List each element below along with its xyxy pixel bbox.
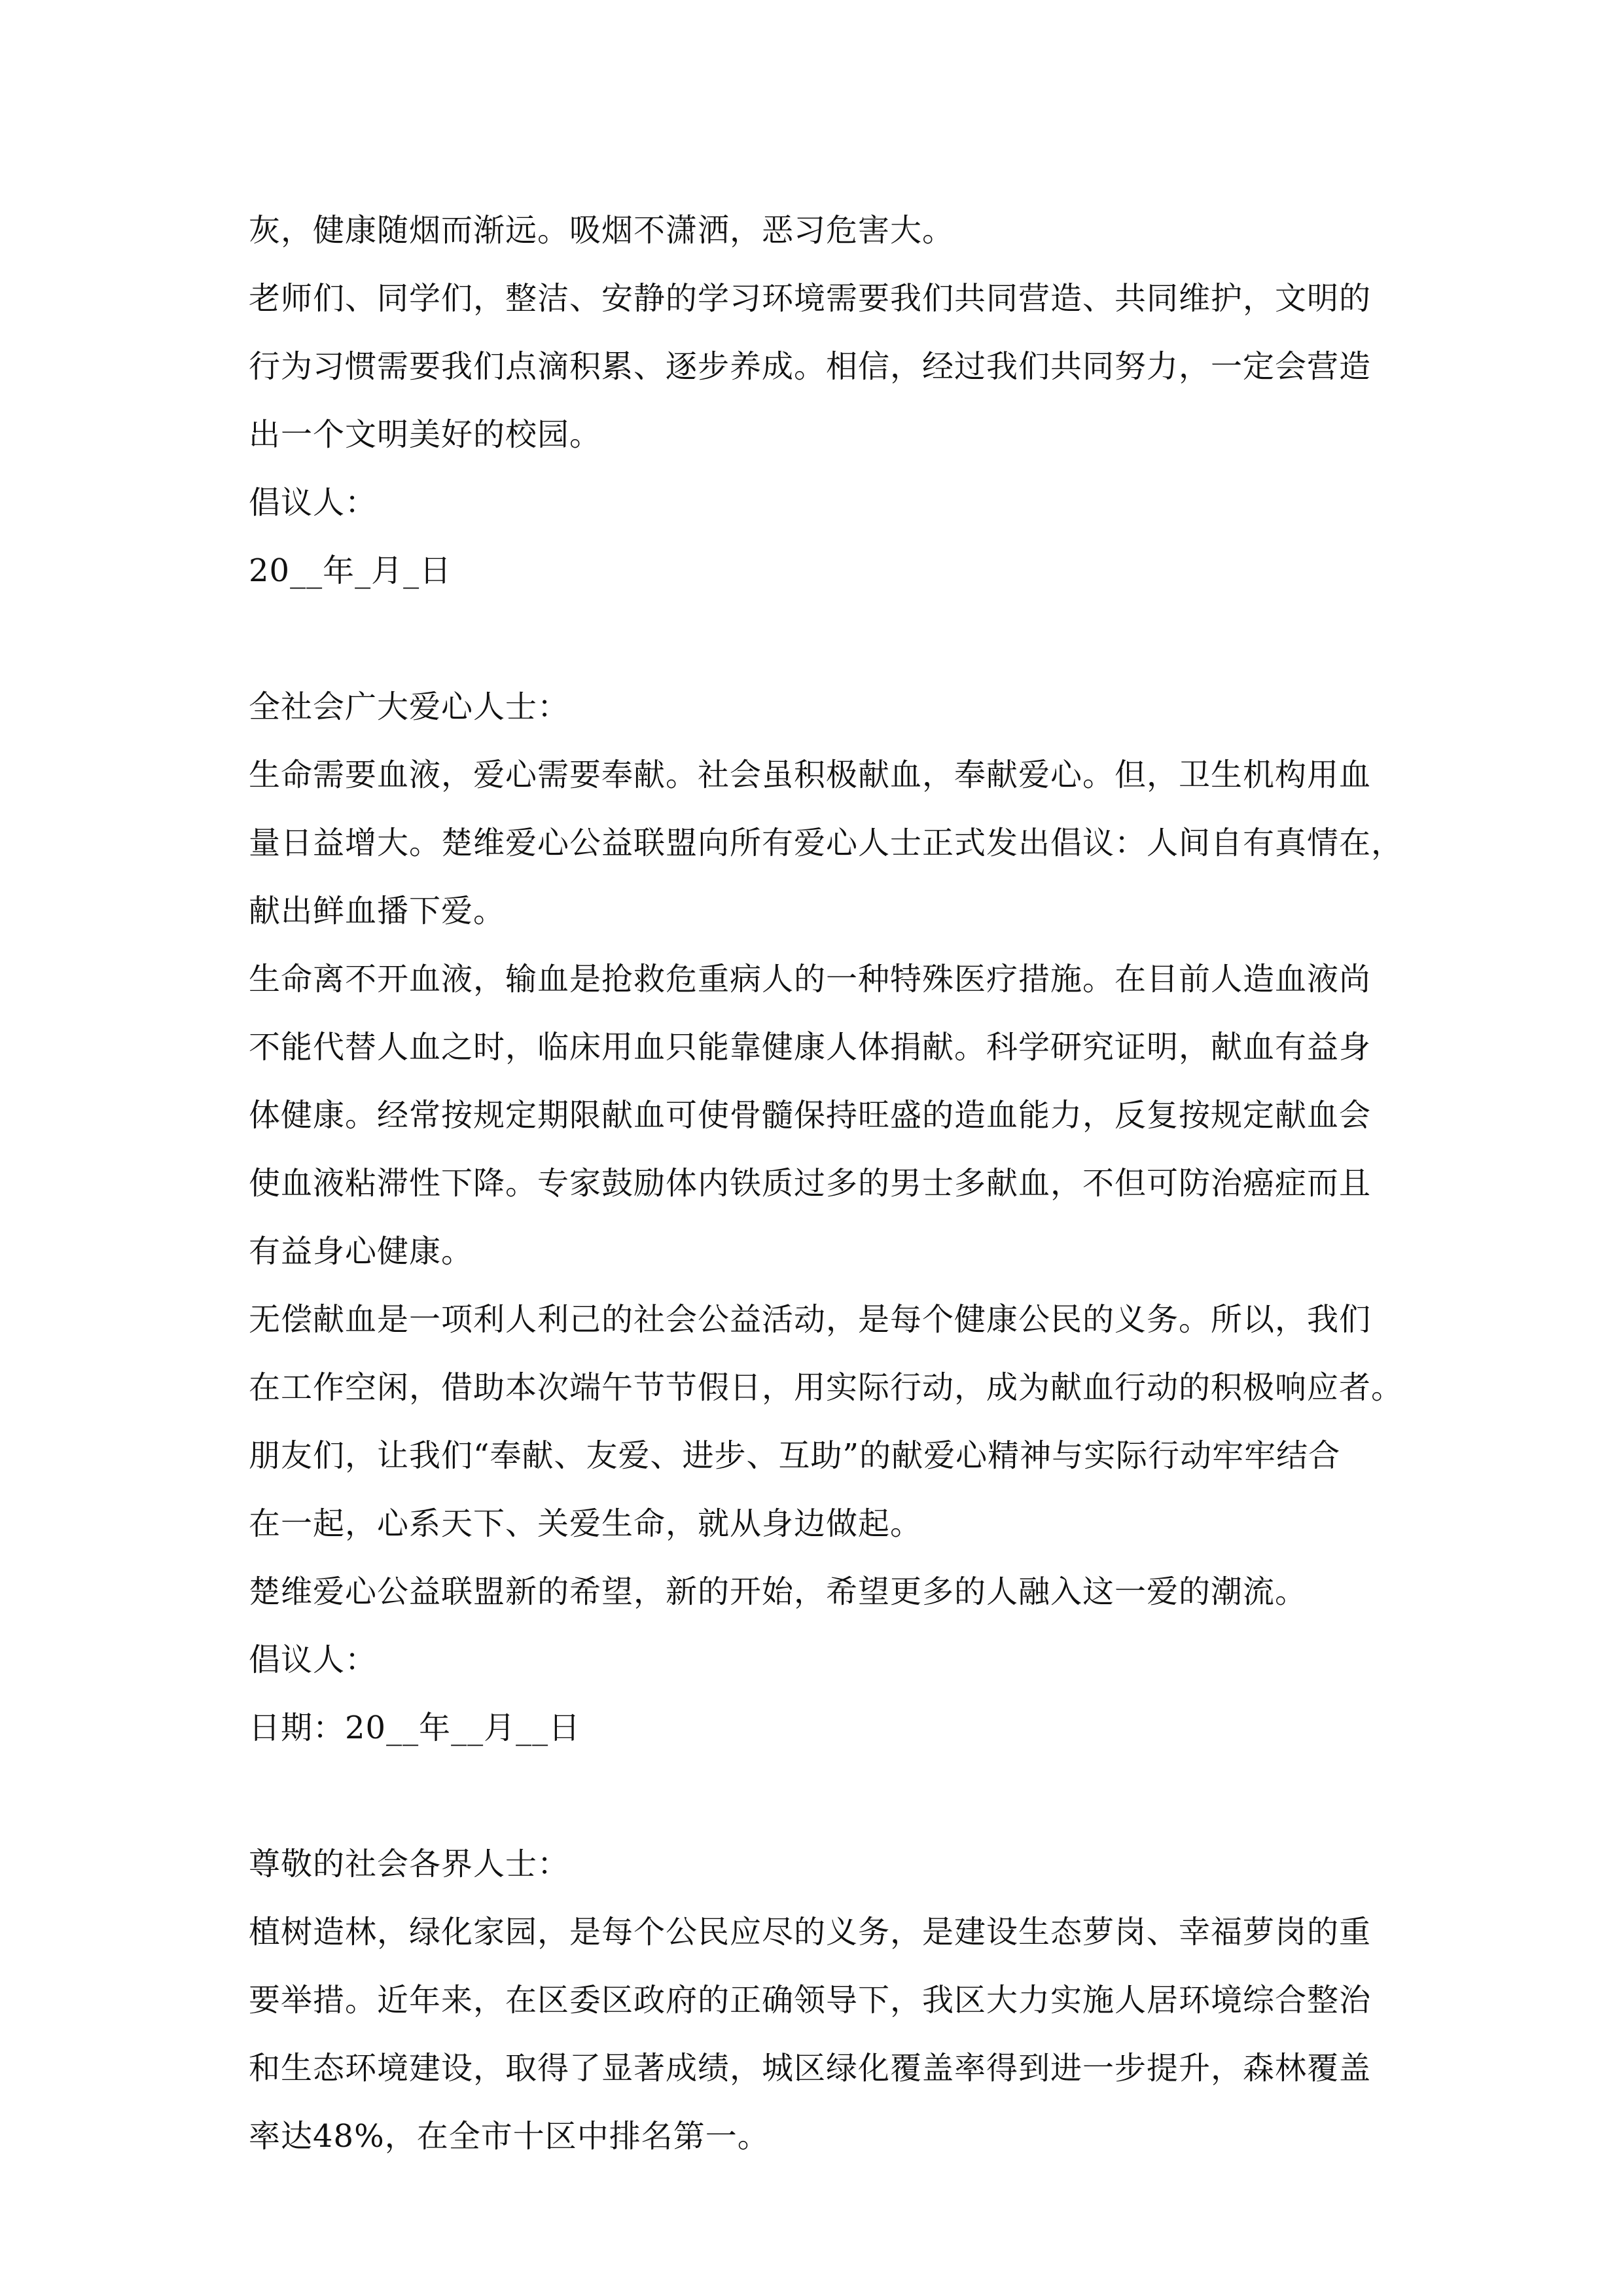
paragraph-line: 要举措。近年来，在区委区政府的正确领导下，我区大力实施人居环境综合整治 — [249, 1982, 1372, 2018]
paragraph-line: 生命离不开血液，输血是抢救危重病人的一种特殊医疗措施。在目前人造血液尚 — [249, 961, 1372, 997]
paragraph-line: 无偿献血是一项利人利己的社会公益活动，是每个健康公民的义务。所以，我们 — [249, 1301, 1372, 1338]
paragraph-line: 植树造林，绿化家园，是每个公民应尽的义务，是建设生态萝岗、幸福萝岗的重 — [249, 1914, 1372, 1950]
signature-label: 倡议人： — [249, 1641, 378, 1678]
paragraph-line: 楚维爱心公益联盟新的希望，新的开始，希望更多的人融入这一爱的潮流。 — [249, 1573, 1308, 1610]
section-gap — [249, 605, 1387, 673]
signature-label: 倡议人： — [249, 484, 378, 521]
date-line: 20__年_月_日 — [249, 552, 452, 589]
paragraph-line: 献出鲜血播下爱。 — [249, 893, 506, 929]
section-blood-donation — [249, 673, 1404, 1762]
paragraph-line: 灰，健康随烟而渐远。吸烟不潇洒，恶习危害大。 — [249, 212, 955, 249]
paragraph-line: 出一个文明美好的校园。 — [249, 416, 602, 453]
paragraph-line: 在工作空闲，借助本次端午节节假日，用实际行动，成为献血行动的积极响应者。 — [249, 1369, 1404, 1406]
salutation: 全社会广大爱心人士： — [249, 689, 570, 725]
document-page — [249, 196, 1404, 2170]
paragraph-line: 老师们、同学们，整洁、安静的学习环境需要我们共同营造、共同维护，文明的 — [249, 280, 1372, 317]
section-smoking-campaign — [249, 196, 1387, 605]
paragraph-line: 朋友们，让我们“奉献、友爱、进步、互助”的献爱心精神与实际行动牢牢结合 — [249, 1437, 1341, 1474]
section-tree-planting — [249, 1830, 1387, 2170]
paragraph-line: 不能代替人血之时，临床用血只能靠健康人体捐献。科学研究证明，献血有益身 — [249, 1029, 1372, 1066]
section-gap — [249, 1762, 1387, 1830]
paragraph-line: 在一起，心系天下、关爱生命，就从身边做起。 — [249, 1505, 923, 1542]
paragraph-line: 使血液粘滞性下降。专家鼓励体内铁质过多的男士多献血，不但可防治癌症而且 — [249, 1165, 1372, 1202]
paragraph-line: 行为习惯需要我们点滴积累、逐步养成。相信，经过我们共同努力，一定会营造 — [249, 348, 1372, 385]
paragraph-line: 率达48%，在全市十区中排名第一。 — [249, 2118, 770, 2155]
paragraph-line: 生命需要血液，爱心需要奉献。社会虽积极献血，奉献爱心。但，卫生机构用血 — [249, 757, 1372, 793]
paragraph-line: 量日益增大。楚维爱心公益联盟向所有爱心人士正式发出倡议：人间自有真情在， — [249, 825, 1404, 861]
paragraph-line: 和生态环境建设，取得了显著成绩，城区绿化覆盖率得到进一步提升，森林覆盖 — [249, 2050, 1372, 2087]
salutation: 尊敬的社会各界人士： — [249, 1846, 570, 1882]
paragraph-line: 有益身心健康。 — [249, 1233, 474, 1270]
paragraph-line: 体健康。经常按规定期限献血可使骨髓保持旺盛的造血能力，反复按规定献血会 — [249, 1097, 1372, 1134]
date-line: 日期：20__年__月__日 — [249, 1710, 581, 1746]
